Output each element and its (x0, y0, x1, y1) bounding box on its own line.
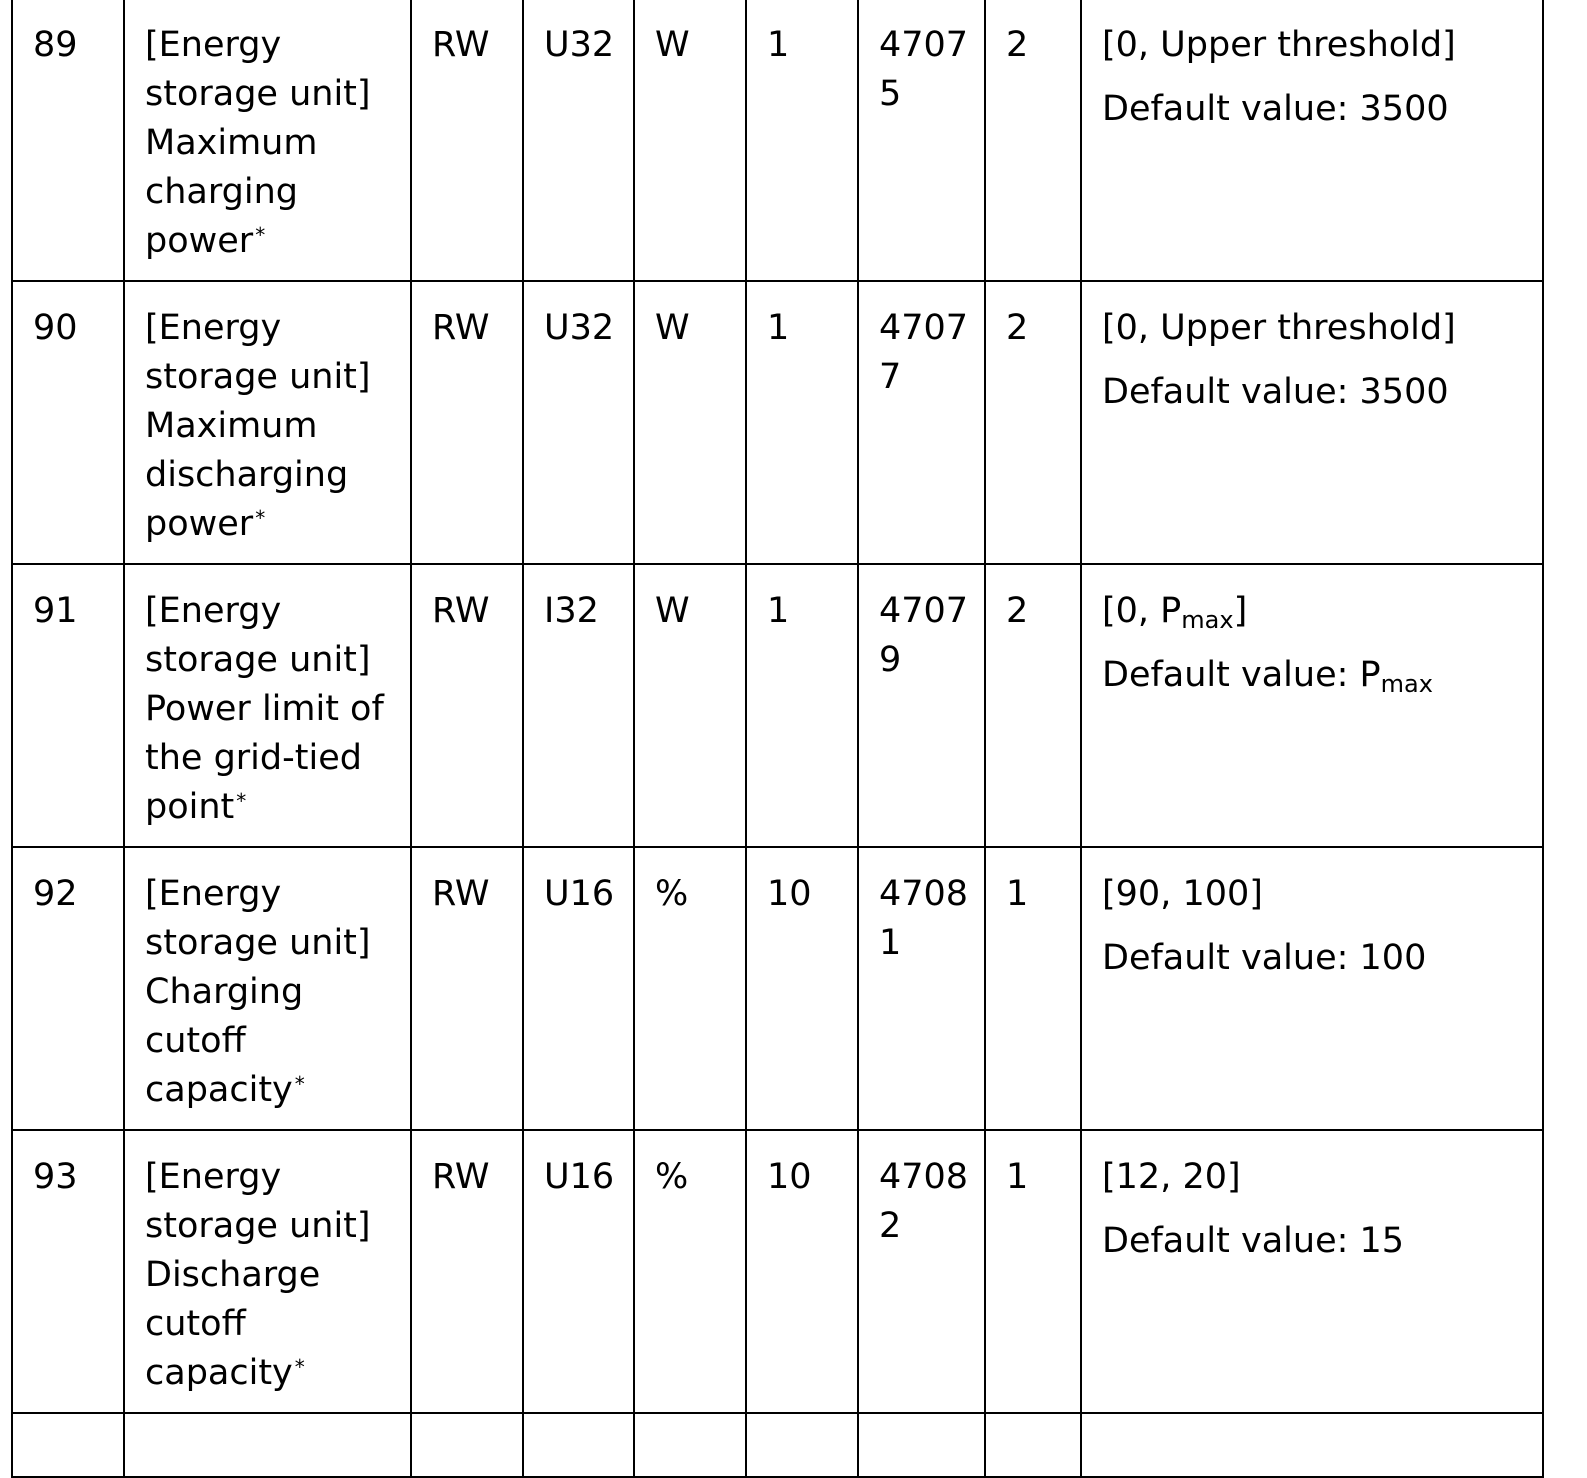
cell-gain-text: 10 (767, 874, 812, 914)
value-range (1102, 870, 1542, 919)
cell-type-text: U32 (544, 308, 615, 348)
cell-address-text: 47077 (879, 308, 969, 397)
cell-quantity-text: 1 (1006, 874, 1029, 914)
cell-rw-text: RW (432, 874, 490, 914)
cell-no-text: 91 (33, 591, 78, 631)
default-value (1102, 85, 1542, 134)
cell-gain-text: 1 (767, 25, 790, 65)
cell-quantity (985, 281, 1081, 564)
footnote-mark: * (294, 1355, 305, 1379)
cell-address-text: 47075 (879, 25, 969, 114)
cell-rw-text: RW (432, 308, 490, 348)
cell-no (12, 1130, 124, 1413)
cell-type-text: U32 (544, 25, 615, 65)
cell-address-text: 47081 (879, 874, 969, 963)
cell-unit-text: W (655, 591, 690, 631)
cell-quantity-text: 2 (1006, 591, 1029, 631)
cell-rw (411, 1130, 523, 1413)
cell-range (1081, 564, 1543, 847)
value-range (1102, 304, 1542, 353)
cell-unit (634, 281, 746, 564)
cell-rw (411, 0, 523, 281)
footnote-mark: * (255, 506, 266, 530)
cell-type (523, 1130, 634, 1413)
cell-name (124, 1130, 411, 1413)
register-table (11, 0, 1544, 1478)
cell-gain-text: 1 (767, 591, 790, 631)
range-sub: max (1181, 606, 1234, 634)
table-row (12, 847, 1543, 1130)
default-value (1102, 651, 1542, 700)
range-prefix: [0, Upper threshold] (1102, 308, 1456, 348)
cell-quantity (985, 1130, 1081, 1413)
cell-rw-text: RW (432, 25, 490, 65)
cell-type (523, 847, 634, 1130)
cell-range (1081, 847, 1543, 1130)
footnote-mark: * (255, 223, 266, 247)
cell-gain (746, 1130, 858, 1413)
default-value (1102, 368, 1542, 417)
empty-cell (746, 1413, 858, 1477)
cell-no (12, 847, 124, 1130)
cell-unit-text: % (655, 1157, 689, 1197)
cell-quantity (985, 847, 1081, 1130)
cell-type (523, 281, 634, 564)
cell-range (1081, 281, 1543, 564)
empty-cell (12, 1413, 124, 1477)
empty-cell (411, 1413, 523, 1477)
cell-gain-text: 1 (767, 308, 790, 348)
cell-quantity-text: 2 (1006, 308, 1029, 348)
empty-cell (634, 1413, 746, 1477)
cell-type-text: U16 (544, 1157, 615, 1197)
cell-no-text: 93 (33, 1157, 78, 1197)
cell-quantity-text: 1 (1006, 1157, 1029, 1197)
default-value (1102, 1217, 1542, 1266)
cell-no (12, 0, 124, 281)
cell-no (12, 564, 124, 847)
default-prefix: Default value: 100 (1102, 938, 1427, 978)
parameter-name: [Energy storage unit] Maximum discharging power (145, 308, 371, 544)
empty-cell (858, 1413, 985, 1477)
cell-quantity (985, 0, 1081, 281)
cell-gain (746, 564, 858, 847)
cell-rw (411, 564, 523, 847)
cell-name (124, 0, 411, 281)
cell-address (858, 281, 985, 564)
empty-cell (1081, 1413, 1543, 1477)
default-value (1102, 934, 1542, 983)
cell-unit-text: W (655, 25, 690, 65)
cell-range (1081, 1130, 1543, 1413)
cell-name (124, 847, 411, 1130)
empty-cell (523, 1413, 634, 1477)
cell-unit-text: % (655, 874, 689, 914)
cell-address-text: 47082 (879, 1157, 969, 1246)
cell-range (1081, 0, 1543, 281)
cell-unit-text: W (655, 308, 690, 348)
cell-quantity-text: 2 (1006, 25, 1029, 65)
table-row (12, 281, 1543, 564)
cell-gain (746, 847, 858, 1130)
cell-gain-text: 10 (767, 1157, 812, 1197)
cell-type (523, 564, 634, 847)
cell-quantity (985, 564, 1081, 847)
cell-address (858, 847, 985, 1130)
cell-type (523, 0, 634, 281)
table-row (12, 1130, 1543, 1413)
value-range (1102, 1153, 1542, 1202)
cell-unit (634, 847, 746, 1130)
cell-no-text: 90 (33, 308, 78, 348)
cell-unit (634, 1130, 746, 1413)
cell-unit (634, 564, 746, 847)
cell-unit (634, 0, 746, 281)
range-suffix: ] (1233, 591, 1248, 631)
cell-name (124, 281, 411, 564)
parameter-name: [Energy storage unit] Maximum charging power (145, 25, 371, 261)
cell-name (124, 564, 411, 847)
cell-type-text: I32 (544, 591, 599, 631)
cell-address (858, 564, 985, 847)
default-prefix: Default value: 3500 (1102, 89, 1449, 129)
table-body (12, 0, 1543, 1477)
cell-type-text: U16 (544, 874, 615, 914)
cell-address (858, 0, 985, 281)
cell-no (12, 281, 124, 564)
cell-no-text: 92 (33, 874, 78, 914)
parameter-name: [Energy storage unit] Power limit of the grid-tied point (145, 591, 384, 827)
value-range (1102, 21, 1542, 70)
empty-cell (985, 1413, 1081, 1477)
range-prefix: [90, 100] (1102, 874, 1263, 914)
parameter-name: [Energy storage unit] Charging cutoff capacity (145, 874, 371, 1110)
footnote-mark: * (236, 789, 247, 813)
range-prefix: [0, P (1102, 591, 1182, 631)
cell-address-text: 47079 (879, 591, 969, 680)
cell-rw-text: RW (432, 1157, 490, 1197)
cell-no-text: 89 (33, 25, 78, 65)
cell-rw (411, 847, 523, 1130)
table-row-continuation (12, 1413, 1543, 1477)
cell-rw-text: RW (432, 591, 490, 631)
default-sub: max (1380, 670, 1433, 698)
range-prefix: [12, 20] (1102, 1157, 1241, 1197)
cell-rw (411, 281, 523, 564)
cell-address (858, 1130, 985, 1413)
footnote-mark: * (294, 1072, 305, 1096)
parameter-name: [Energy storage unit] Discharge cutoff capacity (145, 1157, 371, 1393)
cell-gain (746, 0, 858, 281)
value-range (1102, 587, 1542, 636)
empty-cell (124, 1413, 411, 1477)
default-prefix: Default value: 3500 (1102, 372, 1449, 412)
default-prefix: Default value: P (1102, 655, 1381, 695)
cell-gain (746, 281, 858, 564)
range-prefix: [0, Upper threshold] (1102, 25, 1456, 65)
table-row (12, 564, 1543, 847)
default-prefix: Default value: 15 (1102, 1221, 1405, 1261)
table-row (12, 0, 1543, 281)
